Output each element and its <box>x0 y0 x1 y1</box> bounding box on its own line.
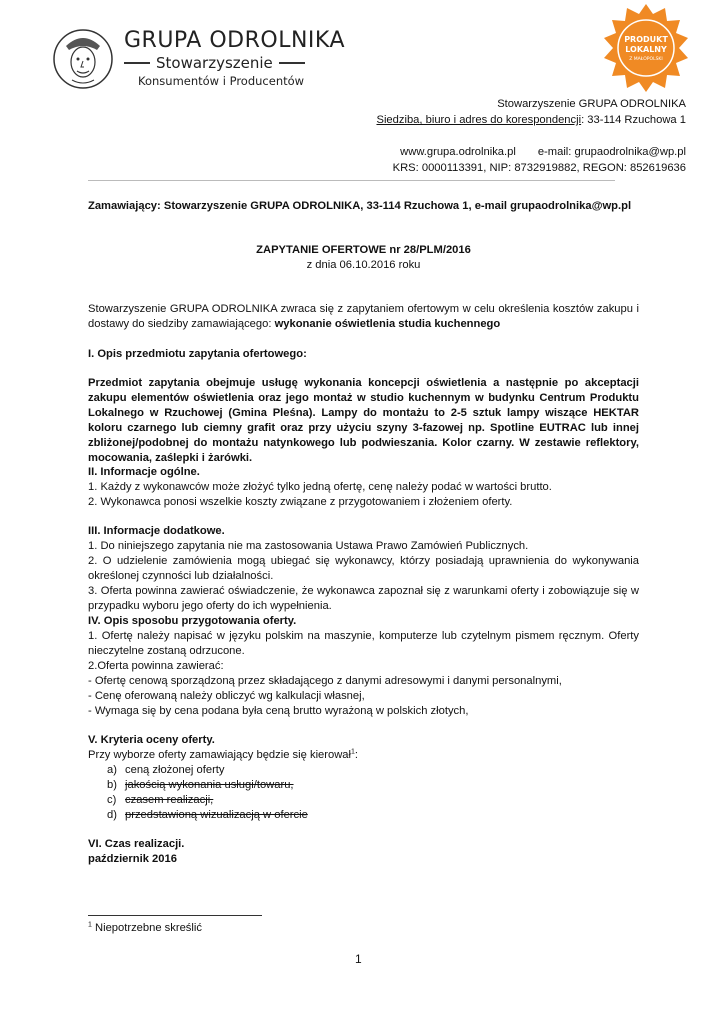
list-label: a) <box>107 764 117 776</box>
registry-line: KRS: 0000113391, NIP: 8732919882, REGON: 852619636 <box>392 162 686 174</box>
document-date: z dnia 06.10.2016 roku <box>306 259 421 271</box>
organization-logo-icon <box>52 22 114 96</box>
section5-intro-text: Przy wyborze oferty zamawiający będzie się kierował <box>88 749 352 761</box>
local-product-badge-icon <box>600 2 692 94</box>
section3-item: 3. Oferta powinna zawierać oświadczenie, że wykonawca zapoznał się z warunkami oferty i zobowiązuje się w przypadku wyboru jego oferty do ich wypełnienia. <box>88 585 639 612</box>
section5-intro <box>88 748 639 763</box>
badge-text-1: PRODUKT <box>624 35 668 44</box>
divider-dash <box>279 62 305 64</box>
section1-body: Przedmiot zapytania obejmuje usługę wykonania koncepcji oświetlenia a następnie po akceptacji zakupu elementów oświetlenia oraz jego montaż w studio kuchennym w budynku Centrum Produktu Lokalnego w Rzuchowej (Gmina Pleśna). Lampy do montażu to 2-5 sztuk lampy wiszące HEKTAR koloru czarnego lub ciemny grafit oraz przy użyciu szyny 3-fazowej np. Spotline EUTRAC lub innej zbliżonej/podobnej do montażu natynkowego lub podwieszania. Kolor czarny. W zestawie reflektory, mocowania, zaślepki i żarówki. <box>88 377 639 464</box>
list-label: b) <box>107 779 117 791</box>
footnote-reference[interactable]: 1 <box>351 748 355 756</box>
section5-heading: V. Kryteria oceny oferty. <box>88 734 215 746</box>
footnote <box>88 922 202 934</box>
email-line[interactable]: e-mail: grupaodrolnika@wp.pl <box>537 146 686 158</box>
intro-text: Stowarzyszenie GRUPA ODROLNIKA zwraca się z zapytaniem ofertowym w celu określenia kosztów zakupu i dostawy do siedziby zamawiającego: <box>88 303 639 330</box>
list-item <box>107 808 308 823</box>
brand-subtitle: Stowarzyszenie <box>156 54 273 72</box>
section4-heading: IV. Opis sposobu przygotowania oferty. <box>88 615 297 627</box>
section4-item: - Ofertę cenową sporządzoną przez składającego z danymi adresowymi i danymi personalnymi, <box>88 675 562 687</box>
badge-text-2: LOKALNY <box>625 45 667 54</box>
ordering-party: Zamawiający: Stowarzyszenie GRUPA ODROLNIKA, 33-114 Rzuchowa 1, e-mail grupaodrolnika@wp.pl <box>88 200 632 212</box>
criterion-text: jakością wykonania usługi/towaru, <box>125 779 294 791</box>
address-value: : 33-114 Rzuchowa 1 <box>581 114 686 126</box>
section6-value: październik 2016 <box>88 853 177 865</box>
list-item <box>107 793 308 808</box>
section2-item: 1. Każdy z wykonawców może złożyć tylko jedną ofertę, cenę należy podać w wartości brutto. <box>88 481 552 493</box>
criterion-text: przedstawioną wizualizacją w ofercie <box>125 809 308 821</box>
brand-tagline: Konsumentów i Producentów <box>138 74 305 88</box>
address-line <box>376 112 686 128</box>
section3-item: 2. O udzielenie zamówienia mogą ubiegać się wykonawcy, którzy posiadają uprawnienia do wykonywania określonej czynności lub działalności. <box>88 555 639 582</box>
list-item <box>107 778 308 793</box>
criterion-text: czasem realizacji, <box>125 794 214 806</box>
list-label: d) <box>107 809 117 821</box>
section4-item: 1. Ofertę należy napisać w języku polskim na maszynie, komputerze lub czytelnym pismem ręcznym. Oferty nieczytelne zostaną odrzucone. <box>88 630 639 657</box>
divider-dash <box>124 62 150 64</box>
org-name: Stowarzyszenie GRUPA ODROLNIKA <box>497 98 686 110</box>
spacer <box>376 128 686 144</box>
section1-heading: I. Opis przedmiotu zapytania ofertowego: <box>88 348 307 360</box>
list-label: c) <box>107 794 117 806</box>
section2-heading: II. Informacje ogólne. <box>88 466 200 478</box>
section5-intro-colon: : <box>354 749 359 761</box>
section3-item: 1. Do niniejszego zapytania nie ma zastosowania Ustawa Prawo Zamówień Publicznych. <box>88 540 529 552</box>
section4-item: - Wymaga się by cena podana była ceną brutto wyrażoną w polskich złotych, <box>88 705 469 717</box>
section3-heading: III. Informacje dodatkowe. <box>88 525 225 537</box>
web-email-line <box>376 144 686 160</box>
section2-item: 2. Wykonawca ponosi wszelkie koszty związane z przygotowaniem i złożeniem oferty. <box>88 496 513 508</box>
intro-paragraph <box>88 302 639 332</box>
footnote-text: Niepotrzebne skreślić <box>95 922 202 934</box>
section4-item: 2.Oferta powinna zawierać: <box>88 660 224 672</box>
brand-subtitle-row <box>124 54 305 72</box>
brand-title: GRUPA ODROLNIKA <box>124 28 345 53</box>
section4-item: - Cenę oferowaną należy obliczyć wg kalkulacji własnej, <box>88 690 365 702</box>
website-link[interactable]: www.grupa.odrolnika.pl <box>400 146 516 158</box>
header-divider <box>88 180 615 181</box>
footnote-divider <box>88 915 262 916</box>
section6-heading: VI. Czas realizacji. <box>88 838 185 850</box>
document-title: ZAPYTANIE OFERTOWE nr 28/PLM/2016 <box>256 244 471 256</box>
footnote-mark: 1 <box>88 921 92 929</box>
address-label: Siedziba, biuro i adres do korespondencji <box>376 114 582 126</box>
intro-subject: wykonanie oświetlenia studia kuchennego <box>274 318 501 330</box>
list-item <box>107 763 308 778</box>
page-number: 1 <box>355 952 362 966</box>
badge-text-3: Z MAŁOPOLSKI <box>629 57 663 62</box>
criteria-list <box>107 763 308 823</box>
contact-block <box>376 96 686 176</box>
criterion-text: ceną złożonej oferty <box>125 764 225 776</box>
